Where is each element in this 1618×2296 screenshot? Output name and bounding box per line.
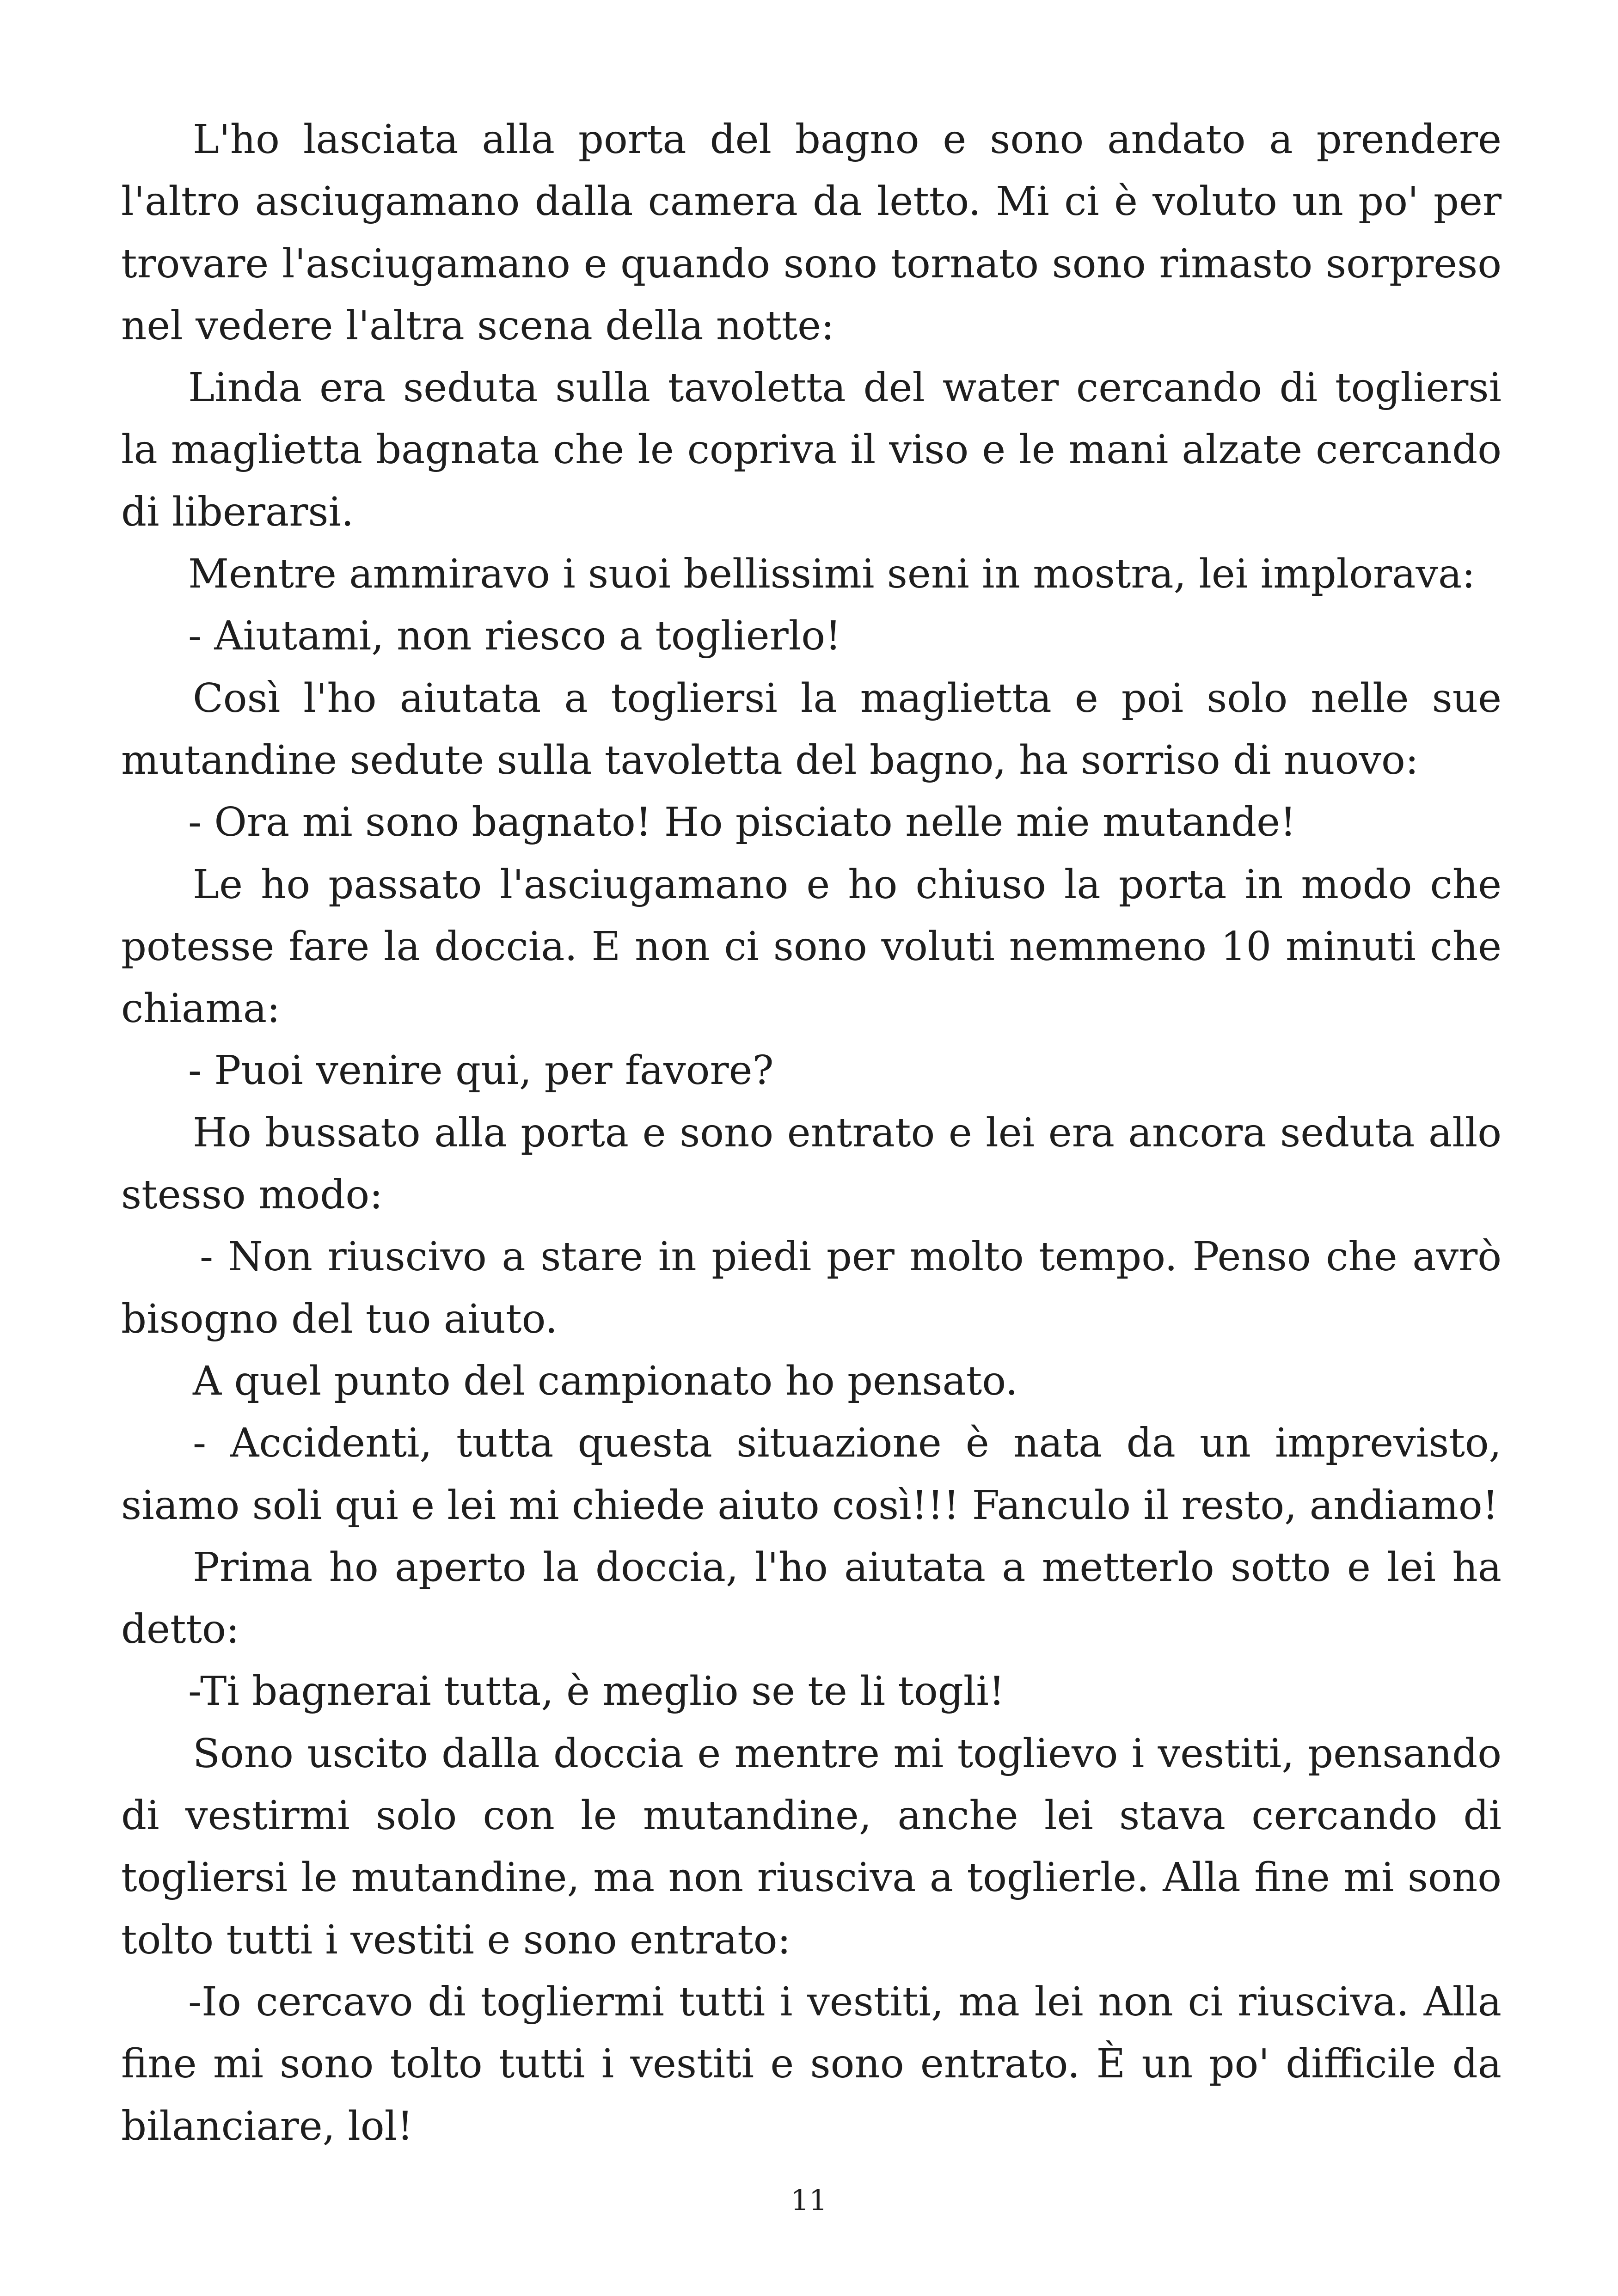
paragraph: Sono uscito dalla doccia e mentre mi toglievo i vestiti, pensando di vestirmi solo con le mutandine, anche lei stava cercando di togliersi le mutandine, ma non riusciva a toglierle. Alla fine mi sono tolto tutti i vestiti e sono entrato: [121,1730,1502,1963]
paragraph: Le ho passato l'asciugamano e ho chiuso la porta in modo che potesse fare la doccia. E non ci sono voluti nemmeno 10 minuti che chiama: [121,861,1502,1032]
dialogue-line: - Aiutami, non riesco a toglierlo! [188,613,841,660]
page-number: 11 [791,2183,827,2217]
paragraph: Ho bussato alla porta e sono entrato e lei era ancora seduta allo stesso modo: [121,1109,1502,1218]
dialogue-line: - Non riuscivo a stare in piedi per molto tempo. Penso che avrò bisogno del tuo aiuto. [121,1234,1502,1342]
paragraph: Così l'ho aiutata a togliersi la maglietta e poi solo nelle sue mutandine sedute sulla tavoletta del bagno, ha sorriso di nuovo: [121,675,1502,784]
dialogue-line: -Ti bagnerai tutta, è meglio se te li togli! [188,1668,1005,1715]
dialogue-line: -Io cercavo di togliermi tutti i vestiti, ma lei non ci riusciva. Alla fine mi sono tolto tutti i vestiti e sono entrato. È un po' difficile da bilanciare, lol! [121,1978,1502,2149]
body-text [121,109,1502,2157]
dialogue-line: - Accidenti, tutta questa situazione è nata da un imprevisto, siamo soli qui e lei mi chiede aiuto così!!! Fanculo il resto, andiamo! [121,1420,1502,1529]
dialogue-line: - Puoi venire qui, per favore? [188,1047,774,1094]
paragraph: A quel punto del campionato ho pensato. [193,1358,1018,1404]
dialogue-line: - Ora mi sono bagnato! Ho pisciato nelle mie mutande! [188,799,1296,846]
paragraph: Mentre ammiravo i suoi bellissimi seni in mostra, lei implorava: [188,551,1476,598]
paragraph: Prima ho aperto la doccia, l'ho aiutata a metterlo sotto e lei ha detto: [121,1544,1502,1653]
paragraph: Linda era seduta sulla tavoletta del water cercando di togliersi la maglietta bagnata che le copriva il viso e le mani alzate cercando di liberarsi. [121,365,1502,535]
paragraph: L'ho lasciata alla porta del bagno e sono andato a prendere l'altro asciugamano dalla camera da letto. Mi ci è voluto un po' per trovare l'asciugamano e quando sono tornato sono rimasto sorpreso nel vedere l'altra scena della notte: [121,116,1502,349]
